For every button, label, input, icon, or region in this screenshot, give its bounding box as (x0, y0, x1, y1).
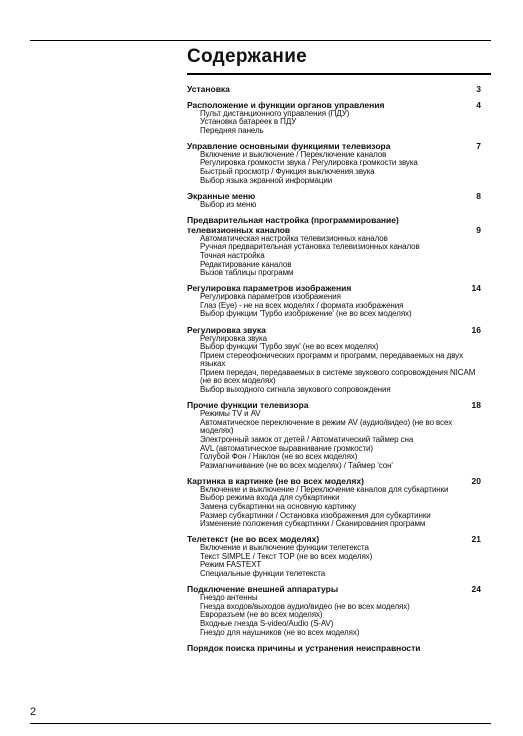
page-title: Содержание (187, 46, 308, 67)
toc-section (187, 283, 481, 319)
toc-subitem: Пульт дистанционного управления (ПДУ) (200, 108, 350, 118)
toc-subitem: Размер субкартинки / Остановка изображения для субкартинки (200, 510, 431, 520)
toc-subitem: Глаз (Eye) - не на всех моделях / формата изображения (200, 300, 404, 310)
toc-subitem: Изменение положения субкартинки / Сканирования программ (200, 519, 426, 529)
toc-subitem: Замена субкартинки на основную картинку (200, 502, 357, 511)
toc-section (187, 100, 481, 136)
toc-section-title: Управление основными функциями телевизора (187, 140, 391, 151)
toc-subitem: Режимы TV и AV (200, 409, 261, 419)
toc-subitem: Регулировка громкости звука / Регулировка громкости звука (200, 158, 418, 168)
toc-subitem: Включение и выключение / Переключение каналов для субкартинки (200, 484, 449, 494)
toc-subitem: Текст SIMPLE / Текст TOP (не во всех моделях) (200, 551, 373, 561)
toc-subitem: Включение и выключение / Переключение каналов (200, 149, 387, 159)
toc-subitem: Гнездо для наушников (не во всех моделях) (200, 627, 360, 637)
toc-subitem: Прием передач, передаваемых в системе звукового сопровождения NICAM (не во всех моделях) (200, 367, 476, 386)
toc-subitem: Гнездо антенны (200, 593, 258, 603)
toc-section (187, 584, 481, 637)
toc-subitem: Специальные функции телетекста (200, 569, 326, 579)
toc-subitems (187, 335, 481, 395)
toc-subitem: Прием стереофонических программ и программ, передаваемых на двух языках (200, 350, 463, 369)
toc-section (187, 191, 481, 210)
toc-section-page: 14 (471, 283, 481, 294)
toc-subitem: Выбор языка экранной информации (200, 175, 333, 185)
toc-subitem: AVL (автоматическое выравнивание громкости) (200, 443, 373, 453)
toc-section (187, 400, 481, 470)
toc-section-title: Подключение внешней аппаратуры (187, 584, 339, 595)
toc-subitem: Регулировка звука (200, 333, 267, 343)
toc-subitems (187, 594, 481, 637)
toc-subitems (187, 235, 481, 278)
toc-subitem: Быстрый просмотр / Функция выключения звука (200, 166, 375, 176)
toc-section-heading (187, 325, 481, 335)
toc-section-page: 21 (471, 534, 481, 545)
toc-section-page: 4 (476, 99, 481, 110)
toc-subitems (187, 201, 481, 210)
toc-section (187, 325, 481, 395)
toc-subitem: Вызов таблицы программ (200, 268, 294, 278)
toc-subitem: Точная настройка (200, 250, 265, 260)
toc-section-title: Предварительная настройка (программирование) телевизионных каналов (187, 214, 399, 235)
toc-subitem: Входные гнезда S-video/Audio (S-AV) (200, 618, 334, 628)
bottom-rule (30, 723, 491, 724)
toc-subitem: Электронный замок от детей / Автоматический таймер сна (200, 434, 414, 444)
toc-section (187, 476, 481, 529)
toc-section-heading (187, 100, 481, 110)
toc-section-page: 9 (476, 224, 481, 235)
toc-subitems (187, 544, 481, 578)
toc-section-title: Регулировка параметров изображения (187, 283, 352, 294)
toc-subitems (187, 410, 481, 470)
toc-subitem: Автоматическая настройка телевизионных каналов (200, 233, 388, 243)
toc-subitem: Выбор функции 'Турбо изображение' (не во всех моделях) (200, 309, 412, 319)
top-rule (30, 40, 491, 41)
toc-section-page: 24 (471, 584, 481, 595)
page-number: 2 (30, 706, 37, 718)
toc-subitem: Размагничивание (не во всех моделях) / Таймер 'сон' (200, 460, 393, 470)
toc-subitem: Евроразъем (не во всех моделях) (200, 610, 323, 620)
toc-section-title: Прочие функции телевизора (187, 400, 309, 411)
toc-section-title: Установка (187, 84, 230, 94)
toc-section-heading (187, 84, 481, 94)
toc-subitem: Выбор функции 'Турбо звук' (не во всех моделях) (200, 342, 379, 352)
toc-subitems (187, 486, 481, 529)
table-of-contents (187, 84, 481, 658)
toc-subitem: Голубой Фон / Наклон (не во всех моделях) (200, 452, 358, 462)
toc-subitem: Автоматическое переключение в режим AV (аудио/видео) (не во всех моделях) (200, 417, 453, 436)
toc-section-title: Экранные меню (187, 190, 256, 201)
toc-section-title: Картинка в картинке (не во всех моделях) (187, 475, 364, 486)
toc-section-title: Расположение и функции органов управления (187, 99, 385, 110)
toc-section-title: Телетекст (не во всех моделях) (187, 534, 320, 545)
toc-section-page: 3 (476, 84, 481, 94)
toc-subitem: Передняя панель (200, 125, 264, 135)
toc-section-title: Порядок поиска причины и устранения неисправности (187, 642, 421, 653)
toc-section (187, 141, 481, 185)
toc-subitems (187, 110, 481, 136)
toc-subitem: Установка батареек в ПДУ (200, 117, 297, 127)
toc-subitem: Выбор из меню (200, 199, 257, 209)
toc-subitem: Выбор режима входа для субкартинки (200, 493, 340, 503)
toc-section-title: Регулировка звука (187, 324, 266, 335)
toc-subitem: Включение и выключение функции телетекста (200, 543, 369, 553)
toc-section-heading (187, 643, 481, 653)
toc-section-page: 8 (476, 190, 481, 201)
toc-section-page: 20 (471, 475, 481, 486)
toc-section-page: 16 (471, 324, 481, 335)
toc-section-page: 18 (471, 400, 481, 411)
toc-subitem: Гнезда входов/выходов аудио/видео (не во всех моделях) (200, 601, 410, 611)
toc-subitems (187, 151, 481, 185)
toc-subitems (187, 293, 481, 319)
toc-subitem: Ручная предварительная установка телевизионных каналов (200, 242, 420, 252)
toc-section (187, 84, 481, 94)
toc-section-heading (187, 215, 481, 235)
title-underline (187, 73, 491, 75)
toc-subitem: Выбор выходного сигнала звукового сопровождения (200, 385, 391, 395)
toc-section (187, 643, 481, 653)
toc-subitem: Редактирование каналов (200, 259, 292, 269)
toc-subitem: Регулировка параметров изображения (200, 292, 341, 302)
toc-section (187, 534, 481, 578)
toc-section (187, 215, 481, 278)
toc-section-page: 7 (476, 140, 481, 151)
toc-subitem: Режим FASTEXT (200, 560, 262, 570)
